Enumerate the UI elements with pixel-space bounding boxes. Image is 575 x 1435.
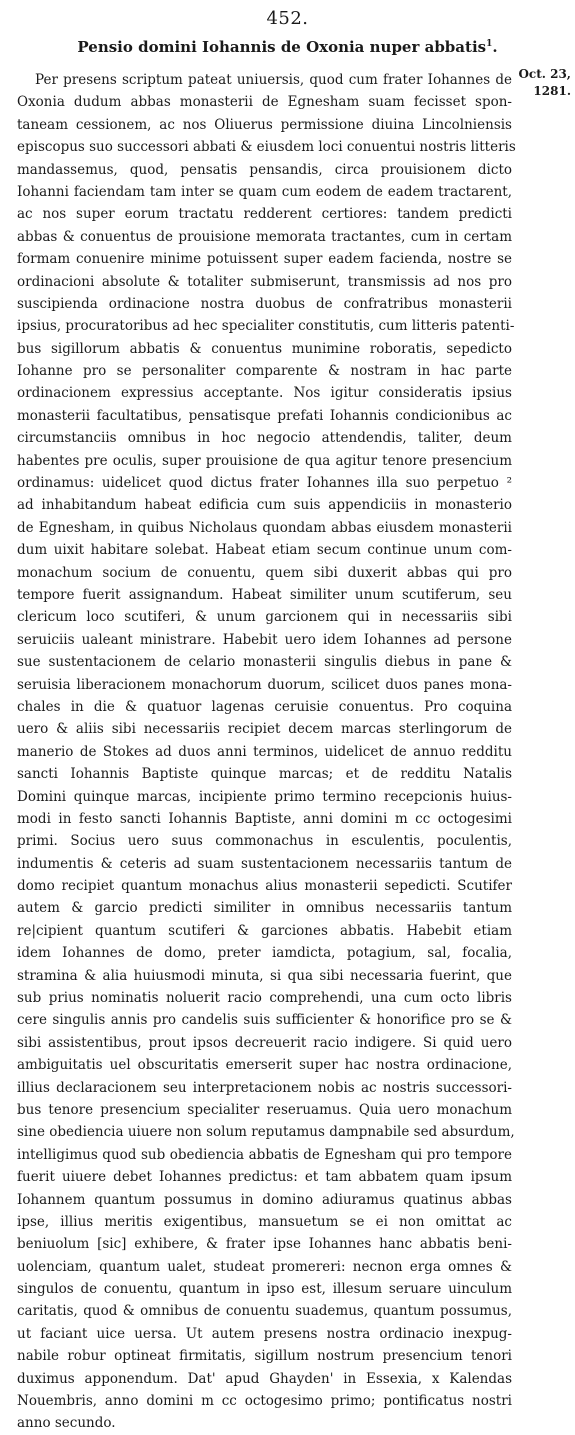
text-line: beniuolum [sic] exhibere, & frater ipse Iohannes hanc abbatis beni-	[17, 1236, 512, 1253]
text-line: fuerit uiuere debet Iohannes predictus: et tam abbatem quam ipsum	[17, 1169, 512, 1186]
text-line: dum uixit habitare solebat. Habeat etiam secum continue unum com-	[17, 542, 512, 559]
text-line: duximus apponendum. Dat' apud Ghayden' in Essexia, x Kalendas	[17, 1370, 512, 1387]
document-title-text: Pensio domini Iohannis de Oxonia nuper abbatis	[77, 38, 487, 56]
text-line: manerio de Stokes ad duos anni terminos, uidelicet de annuo redditu	[17, 743, 512, 760]
text-line: Iohannem quantum possumus in domino adiuramus quatinus abbas	[17, 1191, 512, 1208]
text-line: ipsius, procuratoribus ad hec specialiter constitutis, cum litteris patenti-	[17, 318, 515, 335]
margin-date-year: 1281.	[533, 84, 571, 98]
text-line: circumstanciis omnibus in hoc negocio attendendis, taliter, deum	[17, 430, 512, 447]
margin-date	[513, 66, 571, 100]
text-line: bus tenore presencium specialiter reseruamus. Quia uero monachum	[17, 1101, 512, 1118]
text-line: sibi assistentibus, prout ipsos decreuerit racio indigere. Si quid uero	[17, 1034, 512, 1051]
text-line: ordinacioni absolute & totaliter submiserunt, transmissis ad nos pro	[17, 273, 512, 290]
text-line: taneam cessionem, ac nos Oliuerus permissione diuina Lincolniensis	[17, 116, 512, 133]
text-line: episcopus suo successori abbati & eiusdem loci conuentui nostris litteris	[17, 139, 516, 156]
text-line: re|cipient quantum scutiferi & garciones abbatis. Habebit etiam	[17, 922, 512, 939]
title-footnote-marker: 1	[486, 39, 493, 49]
text-line: Per presens scriptum pateat uniuersis, quod cum frater Iohannes de	[35, 72, 512, 88]
text-line: illius declaracionem seu interpretacionem nobis ac nostris successori-	[17, 1079, 512, 1096]
text-line: sue sustentacionem de celario monasterii singulis diebus in pane &	[17, 654, 512, 671]
text-line: ambiguitatis uel obscuritatis emerserit super hac nostra ordinacione,	[17, 1057, 512, 1074]
text-line: seruiciis ualeant ministrare. Habebit uero idem Iohannes ad persone	[17, 631, 512, 648]
text-line: monasterii facultatibus, pensatisque prefati Iohannis condicionibus ac	[17, 407, 512, 424]
text-line: sub prius nominatis noluerit racio comprehendi, una cum octo libris	[17, 990, 512, 1007]
text-line: primi. Socius uero suus commonachus in esculentis, poculentis,	[17, 833, 512, 850]
text-line: ac nos super eorum tractatu redderent certiores: tandem predicti	[17, 206, 512, 223]
text-line: uero & aliis sibi necessariis recipiet decem marcas sterlingorum de	[17, 721, 512, 738]
text-line: seruisia liberacionem monachorum duorum, scilicet duos panes mona-	[17, 676, 512, 693]
text-line: modi in festo sancti Iohannis Baptiste, anni domini m cc octogesimi	[17, 810, 512, 827]
text-line: abbas & conuentus de prouisione memorata tractantes, cum in certam	[17, 228, 512, 245]
text-line: suscipienda ordinacione nostra duobus de confratribus monasterii	[17, 295, 512, 312]
text-line: tempore fuerit assignandum. Habeat similiter unum scutiferum, seu	[17, 586, 512, 603]
text-line: sine obediencia uiuere non solum reputamus dampnabile sed absurdum,	[17, 1124, 515, 1141]
text-line: ut faciant uice uersa. Ut autem presens nostra ordinacio inexpug-	[17, 1325, 512, 1342]
text-line: mandassemus, quod, pensatis pensandis, circa prouisionem dicto	[17, 161, 512, 178]
text-line: bus sigillorum abbatis & conuentus munimine roboratis, sepedicto	[17, 340, 512, 357]
charter-text	[17, 69, 516, 1435]
text-line: ordinacionem expressius acceptante. Nos igitur consideratis ipsius	[17, 385, 512, 402]
text-line: stramina & alia huiusmodi minuta, si qua sibi necessaria fuerint, que	[17, 967, 512, 984]
margin-date-day: Oct. 23,	[518, 67, 571, 81]
text-line: ad inhabitandum habeat edificia cum suis appendiciis in monasterio	[17, 497, 512, 514]
text-line: cere singulis annis pro candelis suis sufficienter & honorifice pro se &	[17, 1012, 512, 1029]
text-line: ipse, illius meritis exigentibus, mansuetum se ei non omittat ac	[17, 1213, 512, 1230]
text-line: domo recipiet quantum monachus alius monasterii sepedicti. Scutifer	[17, 878, 512, 895]
text-line: habentes pre oculis, super prouisione de qua agitur tenore presencium	[17, 452, 512, 469]
text-line: nabile robur optineat firmitatis, sigillum nostrum presencium tenori	[17, 1348, 512, 1365]
page-number: 452.	[266, 8, 309, 29]
text-line: uolenciam, quantum ualet, studeat promereri: necnon erga omnes &	[17, 1258, 512, 1275]
text-line: ordinamus: uidelicet quod dictus frater Iohannes illa suo perpetuo ²	[17, 475, 512, 492]
text-line: chales in die & quatuor lagenas ceruisie conuentus. Pro coquina	[17, 698, 512, 715]
text-line: formam conuenire minime potuissent super eadem facienda, nostre se	[17, 251, 512, 268]
text-line: sancti Iohannis Baptiste quinque marcas; et de redditu Natalis	[17, 766, 512, 783]
text-line: Iohanni faciendam tam inter se quam cum eodem de eadem tractarent,	[17, 183, 512, 200]
text-line: intelligimus quod sub obediencia abbatis de Egnesham qui pro tempore	[17, 1146, 512, 1163]
text-line: autem & garcio predicti similiter in omnibus necessariis tantum	[17, 900, 512, 917]
text-line: anno secundo.	[17, 1415, 116, 1432]
text-line: clericum loco scutiferi, & unum garcionem qui in necessariis sibi	[17, 609, 512, 626]
text-line: Nouembris, anno domini m cc octogesimo primo; pontificatus nostri	[17, 1393, 512, 1410]
text-line: Domini quinque marcas, incipiente primo termino recepcionis huius-	[17, 788, 512, 805]
text-line: de Egnesham, in quibus Nicholaus quondam abbas eiusdem monasterii	[17, 519, 512, 536]
text-line: Iohanne pro se personaliter comparente & nostram in hac parte	[17, 363, 512, 380]
text-line: indumentis & ceteris ad suam sustentacionem necessariis tantum de	[17, 855, 512, 872]
document-title: Pensio domini Iohannis de Oxonia nuper abbatis$^1$.	[77, 38, 498, 56]
text-line: Oxonia dudum abbas monasterii de Egnesham suam fecisset spon-	[17, 94, 512, 111]
text-line: singulos de conuentu, quantum in ipso est, illesum seruare uinculum	[17, 1281, 512, 1298]
text-line: monachum socium de conuentu, quem sibi duxerit abbas qui pro	[17, 564, 512, 581]
text-line: idem Iohannes de domo, preter iamdicta, potagium, sal, focalia,	[17, 945, 512, 962]
text-line: caritatis, quod & omnibus de conuentu suademus, quantum possumus,	[17, 1303, 512, 1320]
